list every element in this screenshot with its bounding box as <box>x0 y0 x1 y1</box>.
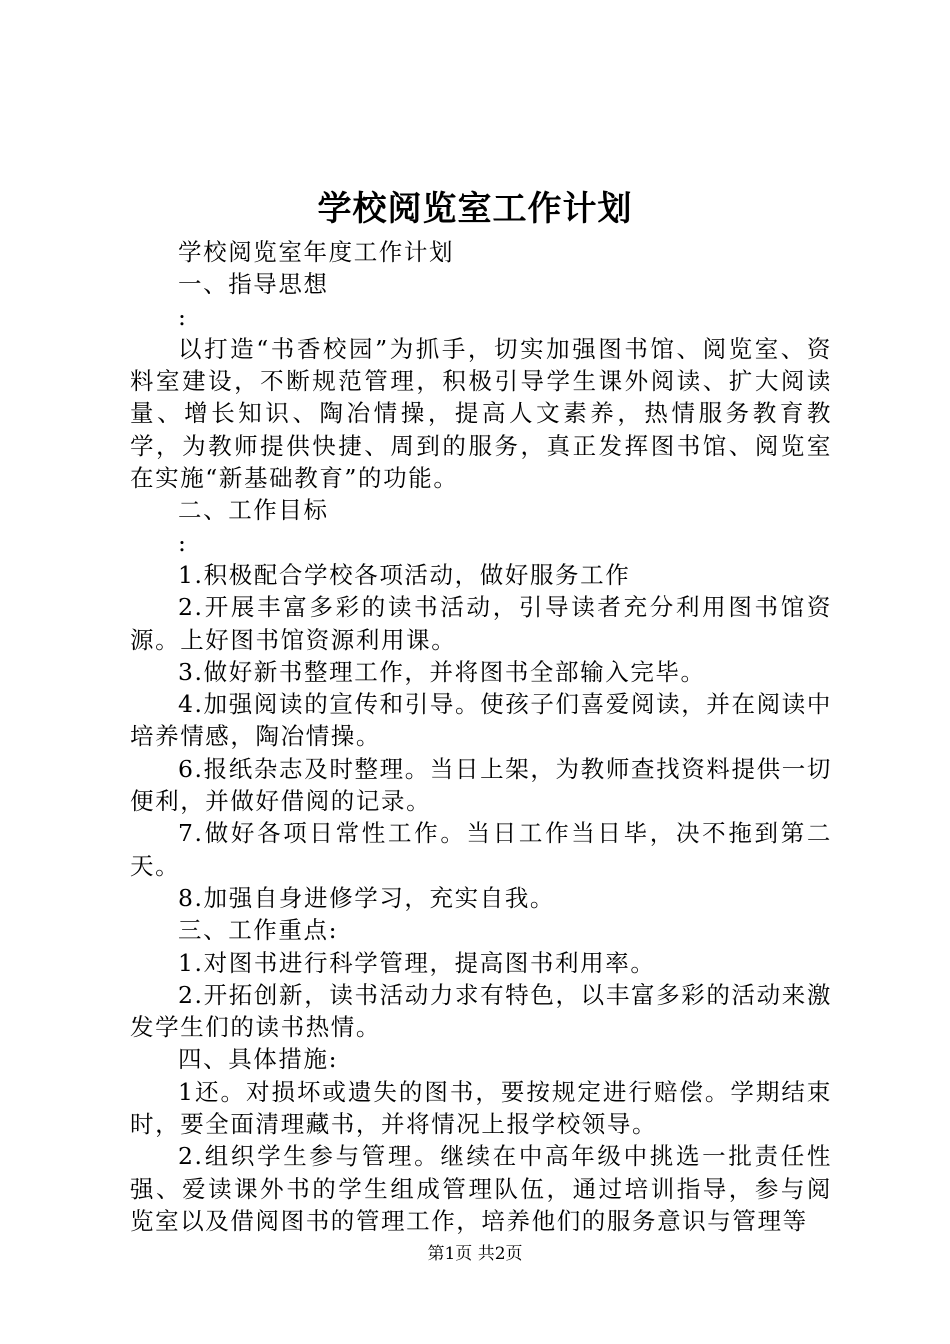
paragraph-guiding-thought: 以打造“书香校园”为抓手，切实加强图书馆、阅览室、资料室建设，不断规范管理，积极引导学生课外阅读、扩大阅读量、增长知识、陶冶情操，提高人文素养，热情服务教育教学，为教师提供快捷、周到的服务，真正发挥图书馆、阅览室在实施“新基础教育”的功能。 <box>130 334 832 493</box>
section-heading-guiding-thought: 一、指导思想 <box>178 270 329 299</box>
section-heading-measures: 四、具体措施: <box>178 1045 339 1074</box>
goal-item: 2.开展丰富多彩的读书活动，引导读者充分利用图书馆资源。上好图书馆资源利用课。 <box>130 593 832 654</box>
measure-item: 1还。对损坏或遗失的图书，要按规定进行赔偿。学期结束时，要全面清理藏书，并将情况上报学校领导。 <box>130 1077 832 1139</box>
goal-item: 6.报纸杂志及时整理。当日上架，为教师查找资料提供一切便利，并做好借阅的记录。 <box>130 754 832 816</box>
measure-item: 2.组织学生参与管理。继续在中高年级中挑选一批责任性强、爱读课外书的学生组成管理队伍，通过培训指导，参与阅览室以及借阅图书的管理工作，培养他们的服务意识与管理等 <box>130 1142 832 1235</box>
document-body <box>130 236 832 1237</box>
section-heading-work-goals: 二、工作目标 <box>178 496 329 525</box>
goal-item: 3.做好新书整理工作，并将图书全部输入完毕。 <box>178 657 706 686</box>
document-title: 学校阅览室工作计划 <box>317 189 633 229</box>
goal-item: 1.积极配合学校各项活动，做好服务工作 <box>178 560 631 589</box>
section-heading-work-focus: 三、工作重点: <box>178 916 339 945</box>
goal-item: 4.加强阅读的宣传和引导。使孩子们喜爱阅读，并在阅读中培养情感，陶冶情操。 <box>130 690 832 751</box>
paragraph-subtitle: 学校阅览室年度工作计划 <box>178 238 455 266</box>
colon-line: : <box>178 528 188 557</box>
focus-item: 2.开拓创新，读书活动力求有特色，以丰富多彩的活动来激发学生们的读书热情。 <box>130 980 832 1042</box>
colon-line: : <box>178 302 188 331</box>
page-footer: 第1页 共2页 <box>427 1244 523 1264</box>
goal-item: 7.做好各项日常性工作。当日工作当日毕，决不拖到第二天。 <box>130 819 832 880</box>
goal-item: 8.加强自身进修学习，充实自我。 <box>178 883 556 912</box>
focus-item: 1.对图书进行科学管理，提高图书利用率。 <box>178 948 656 977</box>
